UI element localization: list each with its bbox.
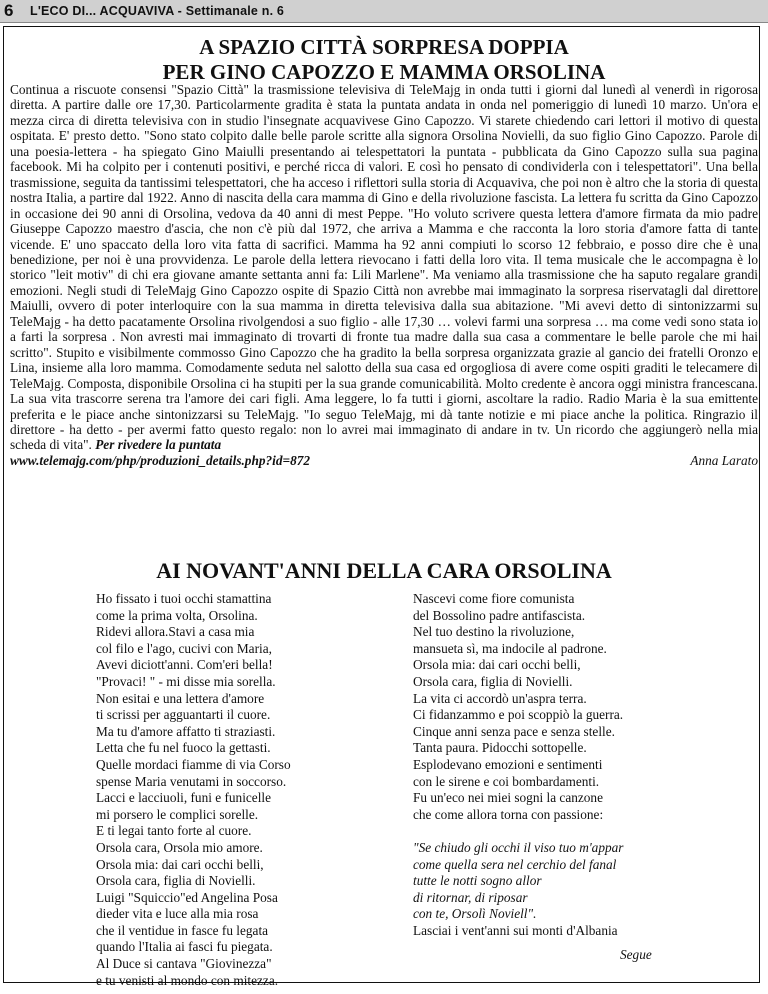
poem-line: Orsola cara, figlia di Novielli. <box>96 873 256 889</box>
poem-line: dieder vita e luce alla mia rosa <box>96 906 259 922</box>
poem-line: Cinque anni senza pace e senza stelle. <box>413 723 615 739</box>
poem-line: Ma tu d'amore affatto ti straziasti. <box>96 723 276 739</box>
poem-line: Non esitai e una lettera d'amore <box>96 690 265 706</box>
rewatch-label: Per rivedere la puntata <box>95 437 222 453</box>
poem-line: di ritornar, di riposar <box>413 889 528 905</box>
article-text: Continua a riscuote consensi "Spazio Città" la trasmissione televisiva di TeleMajg in onda tutti i giorni dal lunedì al venerdì in rigorosa diretta. A partire dalle ore 17,30. Particolarmente gradita è stata la puntata andata in onda nel pomeriggio di lunedì 10 marzo. Un'ora e mezza circa di diretta televisiva con in studio l'insegnate acquavivese Gino Capozzo. Vi starete chiedendo cari lettori il motivo di questa ospitata. E' presto detto. "Sono stato colpito dalle belle parole scritte alla signora Orsolina Novielli, da suo figlio Gino Capozzo. Parole di una poesia-lettera - ha spiegato Gino Maiulli presentando ai telespettatori la puntata - pubblicata da Gino Capozzo sulla sua pagina facebook. Mi ha colpito per i contenuti positivi, e perché ricca di valori. E così ho pensato di condividerla con i telespettatori". Una bella trasmissione, seguita da tantissimi telespettatori, che ha acceso i riflettori sulla storia di Acquaviva, che poi non è altro che la storia di questa nostra Italia, a partire dal 1922. Anno di nascita della cara mamma di Gino e della rivoluzione fascista. La lettera fu scritta da Gino Capozzo in occasione dei 90 anni di Orsolina, vedova da 40 anni di mest Peppe. "Ho voluto scrivere questa lettera d'amore firmata da mio padre Giuseppe Capozzo maestro d'ascia, che non c'è più dal 1972, che arriva a Mamma e che racconta la loro storia d'amore fatta di tante vicende. E' uno spaccato della loro vita fatta di sacrifici. Mamma ha 92 anni compiuti lo scorso 12 febbraio, e posso dire che è una benedizione, per noi è una provvidenza. Le parole della lettera rievocano i fatti della loro vita. Il tema musicale che le accompagna è lo storico "leit motiv" di chi era giovane amante settanta anni fa: Lili Marlene". Ma veniamo alla trasmissione che ha saputo regalare grandi emozioni. Negli studi di TeleMajg Gino Capozzo ospite di Spazio Città non avrebbe mai immaginato la sorpresa riservatagli dal direttore Maiulli, ovvero di poter interloquire con la sua mamma in diretta televisiva dalla sua abitazione. "Mi avevi detto di sintonizzarmi su TeleMajg - ha detto pacatamente Orsolina rivolgendosi a suo figlio - alle 17,30 … volevi farmi una sorpresa … ma come vedi sono stata io a farti la sorpresa . Non avresti mai immaginato di trovarti di fronte tua madre dalla sua casa a commentare le belle parole che mi hai scritto". Stupito e visibilmente commosso Gino Capozzo che ha gradito la bella sorpresa organizzata grazie al gancio dei fratelli Oronzo e Lina, insieme alla loro mamma. Comodamente seduta nel salotto della sua casa ed orgogliosa di avere come ospiti graditi le telecamere di TeleMajg. Composta, disponibile Orsolina ci ha stupiti per la sua grande comunicabilità. Molto credente è ancora oggi ministra francescana. La sua vita trascorre serena tra l'amore dei cari figli. Ama leggere, lo fa tutti i giorni, ascoltare la radio. Radio Maria è la sua emittente preferita e le piace anche sintonizzarsi su TeleMajg. "Io seguo TeleMajg, mi dà tante notizie e mi piace anche la politica. Ringrazio il direttore - ha detto - per avermi fatto questo regalo: non lo avrei mai immaginato di andare in tv. Un ricordo che aggiungerò nella mia scheda di vita". <box>10 82 758 453</box>
poem-line: Ci fidanzammo e poi scoppiò la guerra. <box>413 707 624 723</box>
poem-line: tutte le notti sogno allor <box>413 873 542 889</box>
continues-label: Segue <box>620 947 652 962</box>
poem-line: con te, Orsolì Noviell". <box>413 906 537 922</box>
poem-line: E ti legai tanto forte al cuore. <box>96 823 252 839</box>
poem-line: Orsola cara, figlia di Novielli. <box>413 673 573 689</box>
poem-line: come quella sera nel cerchio del fanal <box>413 856 617 872</box>
poem-line: Lacci e lacciuoli, funi e funicelle <box>96 790 271 806</box>
headline-line-1: A SPAZIO CITTÀ SORPRESA DOPPIA <box>199 35 569 59</box>
poem-line: Lasciai i vent'anni sui monti d'Albania <box>413 922 618 938</box>
poem-line: che come allora torna con passione: <box>413 806 604 822</box>
publication-title: L'ECO DI... ACQUAVIVA - Settimanale n. 6 <box>30 4 285 18</box>
author-byline: Anna Larato <box>690 452 758 468</box>
poem-line: Ho fissato i tuoi occhi stamattina <box>96 591 272 606</box>
poem-left-column <box>96 591 291 989</box>
poem-line: Tanta paura. Pidocchi sottopelle. <box>413 740 587 756</box>
poem-line: ti scrissi per agguantarti il cuore. <box>96 707 271 723</box>
poem-line: Avevi diciott'anni. Com'eri bella! <box>96 657 273 673</box>
poem-line: col filo e l'ago, cucivi con Maria, <box>96 640 272 656</box>
poem-line: con le sirene e coi bombardamenti. <box>413 773 600 789</box>
poem-line: Al Duce si cantava "Giovinezza" <box>96 956 272 972</box>
poem-line: "Provaci! " - mi disse mia sorella. <box>96 673 276 689</box>
poem-line: Orsola mia: dai cari occhi belli, <box>96 856 264 872</box>
poem-line: La vita ci accordò un'aspra terra. <box>413 690 587 706</box>
headline-line-2: PER GINO CAPOZZO E MAMMA ORSOLINA <box>162 60 606 84</box>
poem-line: Nel tuo destino la rivoluzione, <box>413 624 575 640</box>
poem-line: Nascevi come fiore comunista <box>413 591 575 606</box>
poem-line: quando l'Italia ai fasci fu piegata. <box>96 939 273 955</box>
episode-link[interactable]: www.telemajg.com/php/produzioni_details.php?id=872 <box>10 452 311 468</box>
article-footer <box>10 453 758 468</box>
poem-line: Esplodevano emozioni e sentimenti <box>413 756 603 772</box>
page-number: 6 <box>4 1 14 20</box>
poem-line: Orsola cara, Orsola mio amore. <box>96 839 263 855</box>
poem-line: che il ventidue in fasce fu legata <box>96 922 269 938</box>
poem-line: Orsola mia: dai cari occhi belli, <box>413 657 581 673</box>
poem-line: come la prima volta, Orsolina. <box>96 607 258 623</box>
poem-line: mi porsero le complici sorelle. <box>96 806 259 822</box>
poem-line: Letta che fu nel fuoco la gettasti. <box>96 740 271 756</box>
poem-line: e tu venisti al mondo con mitezza. <box>96 972 279 988</box>
poem-line: Quelle mordaci fiamme di via Corso <box>96 756 291 772</box>
poem-line: "Se chiudo gli occhi il viso tuo m'appar <box>413 839 624 855</box>
poem-line: Fu un'eco nei miei sogni la canzone <box>413 790 603 806</box>
poem-line: Ridevi allora.Stavi a casa mia <box>96 624 255 640</box>
poem-line: del Bossolino padre antifascista. <box>413 607 586 623</box>
page-header <box>0 0 768 23</box>
poem-line: spense Maria venutami in soccorso. <box>96 773 287 789</box>
article-body <box>10 82 758 468</box>
poem-line: mansueta sì, ma indocile al padrone. <box>413 640 607 656</box>
poem-title: AI NOVANT'ANNI DELLA CARA ORSOLINA <box>156 558 612 583</box>
poem-line: Luigi "Squiccio"ed Angelina Posa <box>96 889 278 905</box>
poem-right-column <box>413 591 623 939</box>
